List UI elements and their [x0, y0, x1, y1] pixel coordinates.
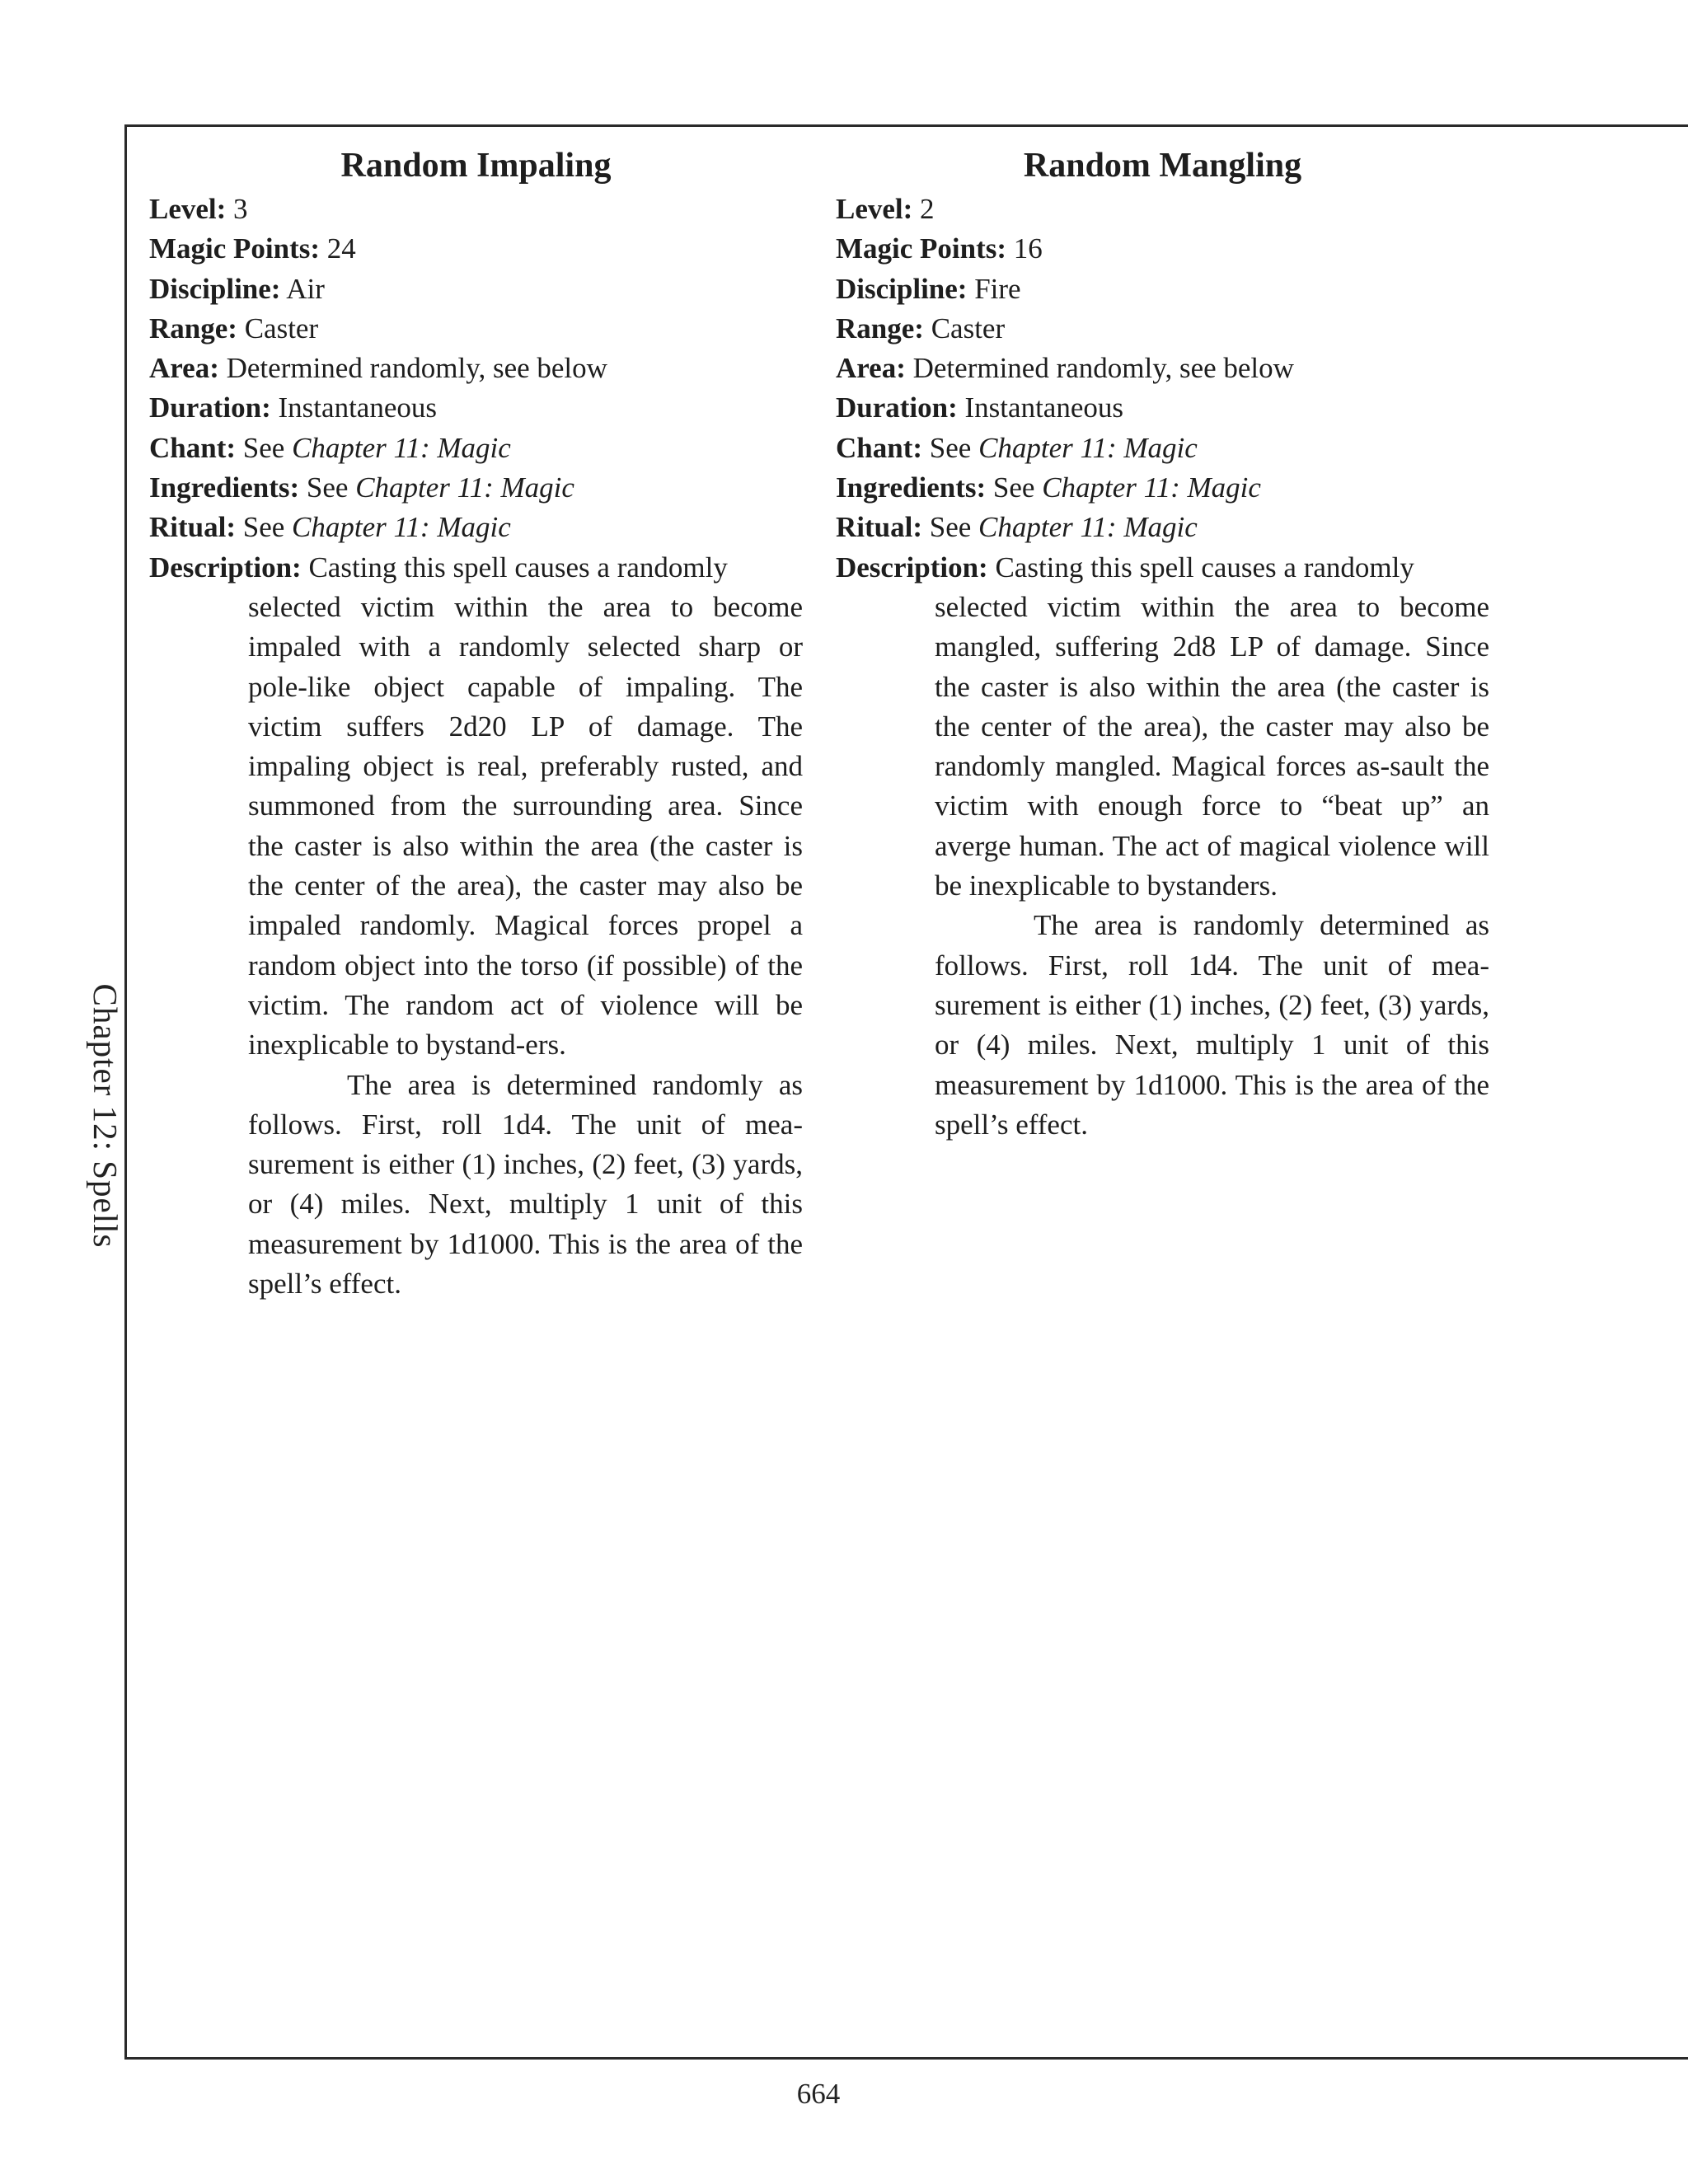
stat-level — [149, 190, 803, 229]
stat-area — [149, 349, 803, 388]
stat-value: 3 — [233, 193, 248, 225]
stat-duration — [149, 388, 803, 428]
stat-value: 16 — [1013, 232, 1043, 265]
stat-label: Range: — [836, 312, 924, 344]
stat-discipline — [836, 269, 1489, 309]
stat-value: Fire — [974, 272, 1021, 305]
description-paragraph: selected victim within the area to become impaled with a randomly selected sharp or pole-like object capable of impaling. The victim suffers 2d20 LP of damage. The impaling object is real, preferably rusted, and summoned from the surrounding area. Since the caster is also within the area (the caster is the center of the area), the caster may also be impaled randomly. Magical forces propel a random object into the torso (if possible) of the victim. The random act of violence will be inexplicable to bystand-ers. — [248, 590, 803, 1062]
spell-title: Random Impaling — [340, 147, 612, 185]
stat-label: Discipline: — [149, 272, 281, 305]
description-label: Description: — [149, 551, 302, 583]
stat-value: 24 — [326, 232, 356, 265]
stat-label: Magic Points: — [149, 232, 321, 265]
stat-value: Instantaneous — [278, 391, 437, 424]
stat-label: Ritual: — [149, 511, 236, 544]
spell-title: Random Mangling — [1023, 147, 1302, 185]
stat-label: Level: — [836, 193, 913, 225]
stat-see-text: See — [306, 471, 349, 504]
stat-label: Duration: — [836, 391, 958, 424]
page-number: 664 — [796, 2078, 841, 2110]
stat-label: Chant: — [149, 431, 237, 464]
stat-ingredients — [836, 468, 1489, 508]
stat-see-text: See — [929, 431, 972, 464]
chapter-reference: Chapter 11: Magic — [292, 511, 511, 544]
chapter-reference: Chapter 11: Magic — [978, 431, 1198, 464]
description-paragraph: selected victim within the area to become mangled, suffering 2d8 LP of damage. Since the caster is also within the area (the caster is the center of the area), the caster may also be randomly mangled. Magical forces as-sault the victim with enough force to “beat up” an averge human. The act of magical violence will be inexplicable to bystanders. — [935, 590, 1489, 902]
stat-ritual — [836, 508, 1489, 547]
stat-label: Ingredients: — [149, 471, 300, 504]
stat-ingredients — [149, 468, 803, 508]
stat-label: Duration: — [149, 391, 271, 424]
stat-label: Ingredients: — [836, 471, 987, 504]
stat-value: Caster — [244, 312, 319, 344]
description-label: Description: — [836, 551, 988, 583]
description-first-line — [836, 548, 1489, 588]
description-lead-text: Casting this spell causes a randomly — [308, 551, 728, 583]
page-frame-bottom-rule — [124, 2057, 1688, 2060]
stat-duration — [836, 388, 1489, 428]
stat-magic-points — [149, 229, 803, 269]
stat-ritual — [149, 508, 803, 547]
stat-value: Determined randomly, see below — [912, 352, 1294, 385]
stat-chant — [836, 429, 1489, 468]
stat-range — [149, 309, 803, 349]
description-first-line — [149, 548, 803, 588]
description-body — [248, 588, 803, 1304]
stat-see-text: See — [929, 511, 972, 544]
stat-value: Air — [286, 272, 325, 305]
stat-label: Magic Points: — [836, 232, 1007, 265]
chapter-reference: Chapter 11: Magic — [1042, 471, 1261, 504]
description-lead-text: Casting this spell causes a randomly — [995, 551, 1414, 583]
stat-discipline — [149, 269, 803, 309]
stat-area — [836, 349, 1489, 388]
stat-label: Ritual: — [836, 511, 922, 544]
stat-label: Area: — [149, 352, 219, 385]
stat-label: Level: — [149, 193, 227, 225]
description-body — [935, 588, 1489, 1145]
stat-see-text: See — [242, 511, 285, 544]
stat-label: Chant: — [836, 431, 923, 464]
spell-entry-random-mangling — [836, 142, 1489, 1145]
stat-chant — [149, 429, 803, 468]
stat-value: Determined randomly, see below — [226, 352, 607, 385]
chapter-side-label: Chapter 12: Spells — [87, 983, 124, 1249]
stat-label: Area: — [836, 352, 906, 385]
chapter-reference: Chapter 11: Magic — [355, 471, 574, 504]
description-paragraph-area: The area is determined randomly as follows. First, roll 1d4. The unit of mea-surement is either (1) inches, (2) feet, (3) yards, or (4) miles. Next, multiply 1 unit of this measurement by 1d1000. This is the area of the spell’s effect. — [248, 1068, 803, 1301]
stat-see-text: See — [992, 471, 1035, 504]
description-paragraph-area: The area is randomly determined as follows. First, roll 1d4. The unit of mea-surement is either (1) inches, (2) feet, (3) yards, or (4) miles. Next, multiply 1 unit of this measurement by 1d1000. This is the area of the spell’s effect. — [935, 909, 1489, 1141]
stat-magic-points — [836, 229, 1489, 269]
chapter-reference: Chapter 11: Magic — [292, 431, 511, 464]
stat-label: Range: — [149, 312, 237, 344]
stat-value: Caster — [931, 312, 1006, 344]
stat-label: Discipline: — [836, 272, 968, 305]
stat-range — [836, 309, 1489, 349]
spell-entry-random-impaling — [149, 142, 803, 1304]
stat-value: Instantaneous — [964, 391, 1123, 424]
stat-level — [836, 190, 1489, 229]
stat-see-text: See — [242, 431, 285, 464]
page-frame-top-rule — [124, 124, 1688, 127]
chapter-reference: Chapter 11: Magic — [978, 511, 1198, 544]
stat-value: 2 — [920, 193, 935, 225]
